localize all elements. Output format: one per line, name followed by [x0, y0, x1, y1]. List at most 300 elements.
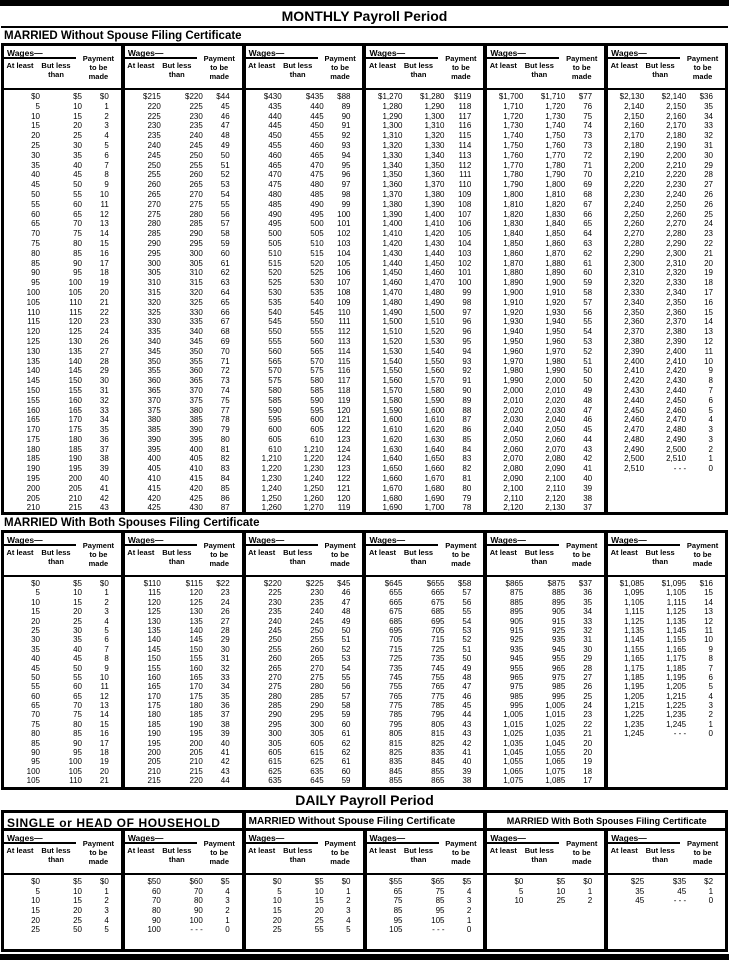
- but-less-than-value: 360: [189, 366, 203, 376]
- wages-header: [246, 831, 318, 873]
- payment-header: Payment to be made: [566, 540, 598, 568]
- column-header: [125, 831, 242, 875]
- at-least-value: 50: [31, 672, 40, 682]
- wage-row: [125, 376, 242, 386]
- payment-value: 2: [225, 906, 230, 916]
- but-less-than-value: 745: [431, 663, 445, 673]
- but-less-than-header: But less than: [283, 846, 313, 864]
- payment-value: 4: [708, 415, 713, 425]
- payment-value: 19: [99, 757, 109, 767]
- wage-row: [4, 588, 121, 597]
- but-less-than-value: 1,145: [666, 625, 687, 635]
- wage-column-group: [487, 831, 604, 949]
- but-less-than-value: 285: [310, 691, 324, 701]
- but-less-than-value: 465: [310, 150, 324, 160]
- at-least-value: 1,105: [624, 597, 645, 607]
- payment-value: 70: [220, 346, 230, 356]
- at-least-value: 815: [389, 738, 403, 748]
- at-least-value: 40: [31, 654, 40, 664]
- at-least-value: 1,440: [382, 258, 403, 268]
- at-least-value: 2,010: [503, 395, 524, 405]
- at-least-value: 350: [147, 356, 161, 366]
- at-least-value: 70: [151, 896, 161, 906]
- but-less-than-value: 1,450: [424, 258, 445, 268]
- but-less-than-value: 275: [310, 672, 324, 682]
- wage-row: [608, 579, 725, 588]
- payment-value: 4: [104, 915, 109, 925]
- payment-value: 43: [220, 766, 230, 776]
- but-less-than-value: 80: [193, 896, 203, 906]
- but-less-than-value: 145: [68, 366, 82, 376]
- payment-value: 71: [583, 160, 593, 170]
- daily-section-single-head-of-household: [4, 813, 242, 949]
- but-less-than-value: 95: [435, 906, 445, 916]
- but-less-than-value: 1,300: [424, 111, 445, 121]
- wage-row: [4, 673, 121, 682]
- wage-row: [246, 337, 363, 347]
- wage-row: [246, 210, 363, 220]
- but-less-than-value: 2,200: [666, 150, 687, 160]
- wage-row: [608, 464, 725, 474]
- wage-row: [4, 494, 121, 504]
- wage-row: [608, 626, 725, 635]
- wage-row: [487, 887, 604, 897]
- payment-value: 2: [104, 896, 109, 906]
- but-less-than-value: 305: [189, 258, 203, 268]
- but-less-than-value: 70: [73, 219, 82, 229]
- but-less-than-value: 1,940: [545, 317, 566, 327]
- but-less-than-value: 2,250: [666, 199, 687, 209]
- but-less-than-value: 1,480: [424, 287, 445, 297]
- but-less-than-value: 105: [68, 766, 82, 776]
- but-less-than-value: 1,360: [424, 170, 445, 180]
- at-least-value: 240: [147, 140, 161, 150]
- payment-value: 52: [583, 346, 593, 356]
- wages-label: Wages—: [125, 533, 197, 546]
- payment-value: 119: [337, 503, 351, 513]
- payment-value: 33: [99, 405, 109, 415]
- payment-value: 48: [341, 607, 351, 617]
- wage-row: [246, 598, 363, 607]
- but-less-than-value: 80: [73, 238, 82, 248]
- but-less-than-value: 2,120: [545, 493, 566, 503]
- at-least-value: 35: [31, 160, 40, 170]
- but-less-than-value: 2,090: [545, 464, 566, 474]
- at-least-value: 625: [268, 766, 282, 776]
- wages-label: Wages—: [125, 46, 197, 59]
- wage-row: [487, 729, 604, 738]
- at-least-value: 2,100: [503, 483, 524, 493]
- at-least-value: 275: [268, 682, 282, 692]
- payment-value: 98: [341, 189, 351, 199]
- but-less-than-value: 130: [68, 336, 82, 346]
- payment-value: 17: [99, 738, 109, 748]
- but-less-than-value: 195: [68, 464, 82, 474]
- but-less-than-value: 1,550: [424, 356, 445, 366]
- wage-row: [4, 692, 121, 701]
- at-least-value: 1,520: [382, 336, 403, 346]
- at-least-value: 605: [268, 434, 282, 444]
- at-least-value: 2,390: [624, 346, 645, 356]
- wage-row: [487, 710, 604, 719]
- wages-header: [487, 533, 559, 575]
- at-least-value: 465: [268, 160, 282, 170]
- but-less-than-value: 350: [189, 346, 203, 356]
- wage-row: [246, 692, 363, 701]
- payment-value: 117: [337, 376, 351, 386]
- at-least-value: 235: [147, 131, 161, 141]
- but-less-than-value: 215: [189, 766, 203, 776]
- but-less-than-value: 185: [189, 710, 203, 720]
- wage-row: [608, 121, 725, 131]
- wage-row: [487, 474, 604, 484]
- but-less-than-value: 445: [310, 111, 324, 121]
- wage-row: [608, 701, 725, 710]
- wage-row: [487, 598, 604, 607]
- payment-value: 124: [337, 454, 351, 464]
- wage-row: [246, 406, 363, 416]
- at-least-value: 285: [147, 229, 161, 239]
- payment-value: 41: [220, 748, 230, 758]
- payment-value: 28: [583, 663, 593, 673]
- wage-row: [125, 720, 242, 729]
- wage-row: [4, 635, 121, 644]
- at-least-value: 1,680: [382, 493, 403, 503]
- but-less-than-value: 2,110: [545, 483, 566, 493]
- at-least-value: 2,160: [624, 121, 645, 131]
- payment-value: 18: [704, 278, 713, 288]
- payment-value: 95: [462, 336, 472, 346]
- wage-row: [246, 673, 363, 682]
- but-less-than-value: 490: [310, 199, 324, 209]
- wage-row: [125, 445, 242, 455]
- wage-row: [246, 887, 363, 897]
- at-least-value: 240: [268, 616, 282, 626]
- payment-value: 21: [99, 297, 109, 307]
- payment-value: 51: [462, 644, 472, 654]
- payment-value: 91: [462, 376, 472, 386]
- wage-row: [487, 200, 604, 210]
- but-less-than-value: 1,670: [424, 474, 445, 484]
- at-least-value: 1,480: [382, 297, 403, 307]
- payment-value: 39: [583, 483, 593, 493]
- payment-value: 4: [466, 886, 472, 896]
- at-least-value: 795: [389, 719, 403, 729]
- at-least-value: 1,620: [382, 434, 403, 444]
- wage-row: [125, 454, 242, 464]
- wage-row: [125, 308, 242, 318]
- payment-value: 48: [462, 672, 472, 682]
- payment-value: 94: [462, 346, 472, 356]
- wage-row: [4, 268, 121, 278]
- wage-row: [4, 161, 121, 171]
- but-less-than-value: 165: [189, 672, 203, 682]
- at-least-value: 1,245: [624, 729, 645, 739]
- at-least-value: 355: [147, 366, 161, 376]
- wage-row: [246, 288, 363, 298]
- payment-value: 107: [337, 278, 351, 288]
- wage-row: [4, 598, 121, 607]
- payment-value: 81: [220, 444, 230, 454]
- but-less-than-value: 480: [310, 180, 324, 190]
- payment-value: 5: [104, 625, 109, 635]
- wage-row: [366, 598, 483, 607]
- at-least-header: At least: [489, 61, 517, 70]
- but-less-than-value: 115: [69, 307, 82, 317]
- wage-row: [608, 366, 725, 376]
- at-least-value: 1,460: [382, 278, 403, 288]
- wage-row: [125, 151, 242, 161]
- but-less-than-value: 1,630: [424, 434, 445, 444]
- at-least-value: 60: [31, 691, 40, 701]
- wage-rows: [125, 90, 242, 512]
- but-less-than-header: But less than: [524, 846, 554, 864]
- wage-row: [608, 170, 725, 180]
- but-less-than-value: 1,350: [424, 160, 445, 170]
- wage-column-group: [366, 533, 483, 787]
- wage-row: [125, 710, 242, 719]
- but-less-than-value: 1,250: [303, 483, 324, 493]
- at-least-value: 1,095: [624, 588, 645, 598]
- but-less-than-value: 1,320: [424, 131, 445, 141]
- at-least-value: 400: [147, 454, 161, 464]
- payment-value: 1: [346, 886, 351, 896]
- but-less-than-value: 60: [73, 682, 82, 692]
- wage-row: [366, 406, 483, 416]
- payment-value: $0: [341, 877, 351, 886]
- wage-row: [125, 474, 242, 484]
- wage-row: [246, 767, 363, 776]
- wage-row: [608, 729, 725, 738]
- but-less-than-value: 50: [73, 925, 82, 935]
- but-less-than-value: 590: [310, 395, 324, 405]
- but-less-than-value: 1,850: [545, 229, 566, 239]
- at-least-value: $215: [143, 92, 161, 101]
- but-less-than-value: $115: [185, 579, 203, 588]
- payment-value: 38: [99, 454, 109, 464]
- wage-row: [125, 249, 242, 259]
- but-less-than-value: 495: [310, 209, 324, 219]
- at-least-value: 825: [389, 748, 403, 758]
- column-header: [4, 831, 121, 875]
- but-less-than-value: 1,760: [545, 140, 566, 150]
- payment-value: 12: [704, 336, 713, 346]
- wage-row: [125, 494, 242, 504]
- but-less-than-value: $875: [547, 579, 566, 588]
- column-header: [366, 46, 483, 90]
- but-less-than-value: 290: [189, 229, 203, 239]
- but-less-than-value: 40: [73, 644, 82, 654]
- at-least-value: 1,930: [503, 317, 524, 327]
- wage-row: [4, 229, 121, 239]
- wage-row: [487, 92, 604, 102]
- payment-value: 47: [462, 682, 472, 692]
- but-less-than-value: - - -: [190, 925, 203, 935]
- payment-value: 27: [583, 672, 593, 682]
- but-less-than-header: But less than: [403, 61, 434, 79]
- payment-value: 59: [220, 238, 230, 248]
- payment-value: 45: [583, 425, 593, 435]
- but-less-than-value: 540: [310, 297, 324, 307]
- at-least-value: 1,920: [503, 307, 524, 317]
- at-least-value: 435: [268, 101, 282, 111]
- payment-value: 121: [337, 483, 351, 493]
- but-less-than-value: 1,205: [666, 682, 687, 692]
- but-less-than-value: 175: [189, 691, 203, 701]
- but-less-than-value: 425: [189, 493, 203, 503]
- payment-value: 26: [704, 189, 713, 199]
- but-less-than-value: 75: [435, 886, 445, 896]
- but-less-than-value: 1,840: [545, 219, 566, 229]
- at-least-value: 60: [31, 209, 40, 219]
- at-least-value: 1,820: [503, 209, 524, 219]
- at-least-value: 1,870: [503, 258, 524, 268]
- wage-row: [4, 474, 121, 484]
- at-least-value: 515: [268, 258, 282, 268]
- payment-value: 100: [457, 278, 472, 288]
- payment-value: 120: [337, 405, 351, 415]
- wage-row: [4, 617, 121, 626]
- at-least-value: 305: [268, 738, 282, 748]
- but-less-than-value: 2,080: [545, 454, 566, 464]
- wage-row: [4, 278, 121, 288]
- wage-row: [4, 626, 121, 635]
- at-least-header: At least: [127, 61, 155, 70]
- payment-value: 49: [220, 140, 230, 150]
- but-less-than-value: 230: [310, 588, 324, 598]
- wages-label: Wages—: [4, 831, 76, 844]
- at-least-value: 2,200: [624, 160, 645, 170]
- but-less-than-value: 440: [310, 101, 324, 111]
- but-less-than-value: 150: [68, 376, 82, 386]
- but-less-than-value: 455: [310, 131, 324, 141]
- but-less-than-value: 2,060: [545, 434, 566, 444]
- but-less-than-value: $220: [185, 92, 203, 101]
- but-less-than-value: 1,370: [424, 180, 445, 190]
- wage-row: [487, 229, 604, 239]
- payment-value: 108: [337, 287, 351, 297]
- payment-value: 111: [338, 317, 351, 327]
- payment-value: 8: [104, 170, 109, 180]
- at-least-value: 1,430: [382, 248, 403, 258]
- payment-value: 44: [462, 710, 472, 720]
- but-less-than-value: 645: [310, 776, 324, 786]
- payment-value: 3: [466, 896, 472, 906]
- at-least-value: 265: [147, 189, 161, 199]
- payment-value: 41: [99, 483, 109, 493]
- payment-value: 20: [99, 287, 109, 297]
- payment-value: 42: [462, 738, 472, 748]
- payment-header: Payment to be made: [566, 53, 598, 81]
- at-least-value: 1,230: [261, 474, 282, 484]
- but-less-than-value: 415: [189, 474, 203, 484]
- but-less-than-value: 1,125: [666, 607, 687, 617]
- at-least-value: 500: [268, 229, 282, 239]
- but-less-than-value: 1,155: [666, 635, 687, 645]
- wage-row: [608, 229, 725, 239]
- but-less-than-value: $35: [672, 877, 687, 886]
- at-least-value: 2,000: [503, 385, 524, 395]
- payment-value: 16: [99, 729, 109, 739]
- but-less-than-value: 20: [73, 607, 82, 617]
- wages-header: [608, 533, 680, 575]
- wages-label: Wages—: [487, 533, 559, 546]
- payment-value: 101: [337, 219, 351, 229]
- payment-value: 1: [708, 454, 713, 464]
- at-least-header: At least: [127, 548, 155, 557]
- wage-row: [246, 776, 363, 785]
- at-least-value: 1,420: [382, 238, 403, 248]
- payment-value: 61: [220, 258, 230, 268]
- payment-value: 65: [220, 297, 230, 307]
- but-less-than-value: 30: [73, 140, 82, 150]
- at-least-value: 1,750: [503, 140, 524, 150]
- wage-row: [487, 664, 604, 673]
- wages-label: Wages—: [246, 831, 318, 844]
- but-less-than-value: 1,620: [424, 425, 445, 435]
- but-less-than-value: 1,065: [545, 757, 566, 767]
- but-less-than-value: 450: [310, 121, 324, 131]
- but-less-than-value: 55: [73, 672, 82, 682]
- at-least-value: 380: [147, 415, 161, 425]
- at-least-value: 70: [31, 710, 40, 720]
- wage-row: [487, 366, 604, 376]
- wage-row: [246, 664, 363, 673]
- at-least-value: 65: [31, 701, 40, 711]
- at-least-value: 205: [147, 757, 161, 767]
- but-less-than-value: $435: [305, 92, 324, 101]
- at-least-value: 2,090: [503, 474, 524, 484]
- but-less-than-value: 1,610: [424, 415, 445, 425]
- wage-row: [366, 617, 483, 626]
- but-less-than-value: 1,115: [666, 597, 687, 607]
- wage-row: [4, 170, 121, 180]
- wage-row: [4, 579, 121, 588]
- wages-label: Wages—: [487, 46, 559, 59]
- but-less-than-value: 515: [310, 248, 324, 258]
- wage-column-group: [608, 831, 725, 949]
- but-less-than-value: 1,035: [545, 729, 566, 739]
- payment-value: 11: [100, 199, 109, 209]
- payment-value: 39: [462, 766, 472, 776]
- at-least-value: 285: [268, 701, 282, 711]
- wages-label: Wages—: [608, 533, 680, 546]
- at-least-value: 1,310: [382, 131, 403, 141]
- but-less-than-value: $655: [426, 579, 445, 588]
- but-less-than-value: 1,680: [424, 483, 445, 493]
- at-least-value: 5: [35, 886, 40, 896]
- at-least-value: $430: [263, 92, 282, 101]
- at-least-value: 2,290: [624, 248, 645, 258]
- but-less-than-value: 1,175: [666, 654, 687, 664]
- payment-value: 5: [708, 405, 713, 415]
- at-least-value: 535: [268, 297, 282, 307]
- wage-row: [487, 406, 604, 416]
- at-least-value: 1,860: [503, 248, 524, 258]
- but-less-than-value: 525: [310, 268, 324, 278]
- but-less-than-value: 1,810: [545, 189, 566, 199]
- at-least-value: 255: [268, 644, 282, 654]
- but-less-than-value: 1,195: [666, 672, 687, 682]
- payment-value: $119: [454, 92, 472, 101]
- payment-value: 75: [220, 395, 230, 405]
- but-less-than-value: 535: [310, 287, 324, 297]
- wage-row: [125, 92, 242, 102]
- at-least-value: 2,420: [624, 376, 645, 386]
- wage-row: [125, 916, 242, 926]
- at-least-value: 715: [389, 644, 403, 654]
- payment-value: 114: [337, 346, 351, 356]
